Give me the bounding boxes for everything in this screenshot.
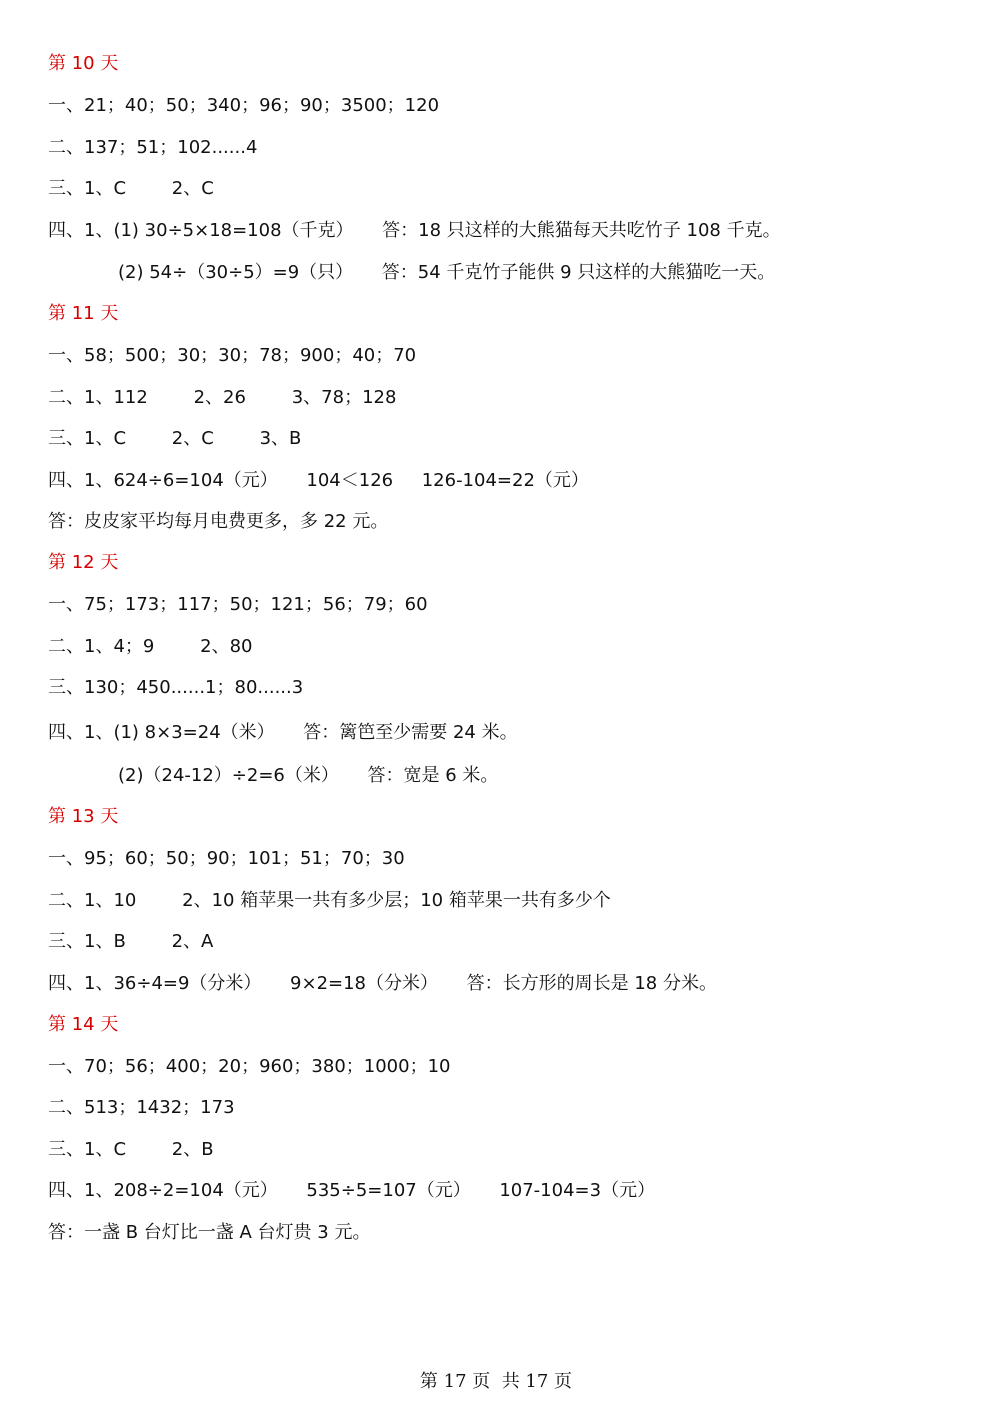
day-12-answer-3: 三、130；450......1；80......3: [48, 677, 304, 698]
day-14-answer-3: 三、1、C 2、B: [48, 1139, 214, 1160]
day-12-answer-2: 二、1、4；9 2、80: [48, 636, 253, 657]
day-10-answer-5: (2) 54÷（30÷5）=9（只） 答：54 千克竹子能供 9 只这样的大熊猫吃一天。: [118, 262, 776, 283]
day-10-answer-1: 一、21；40；50；340；96；90；3500；120: [48, 95, 440, 116]
day-13-answer-4: 四、1、36÷4=9（分米） 9×2=18（分米） 答：长方形的周长是 18 分米。: [48, 973, 717, 994]
day-14-answer-5: 答：一盏 B 台灯比一盏 A 台灯贵 3 元。: [48, 1222, 371, 1243]
day-14-answer-4: 四、1、208÷2=104（元） 535÷5=107（元） 107-104=3（元）: [48, 1180, 656, 1201]
day-14-answer-2: 二、513；1432；173: [48, 1097, 235, 1118]
day-10-answer-4: 四、1、(1) 30÷5×18=108（千克） 答：18 只这样的大熊猫每天共吃竹子 108 千克。: [48, 220, 781, 241]
day-13-answer-3: 三、1、B 2、A: [48, 931, 214, 952]
day-11-answer-1: 一、58；500；30；30；78；900；40；70: [48, 345, 417, 366]
day-12-title: 第 12 天: [48, 552, 119, 573]
page-number-footer: 第 17 页 共 17 页: [419, 1371, 573, 1392]
day-10-answer-3: 三、1、C 2、C: [48, 178, 214, 199]
day-11-answer-2: 二、1、112 2、26 3、78；128: [48, 387, 397, 408]
day-11-title: 第 11 天: [48, 303, 119, 324]
day-14-title: 第 14 天: [48, 1014, 119, 1035]
day-12-answer-1: 一、75；173；117；50；121；56；79；60: [48, 594, 428, 615]
day-10-answer-2: 二、137；51；102......4: [48, 137, 258, 158]
day-13-title: 第 13 天: [48, 806, 119, 827]
day-12-answer-5: (2)（24-12）÷2=6（米） 答：宽是 6 米。: [118, 765, 499, 786]
day-12-answer-4: 四、1、(1) 8×3=24（米） 答：篱笆至少需要 24 米。: [48, 722, 518, 743]
day-13-answer-2: 二、1、10 2、10 箱苹果一共有多少层；10 箱苹果一共有多少个: [48, 890, 611, 911]
day-14-answer-1: 一、70；56；400；20；960；380；1000；10: [48, 1056, 451, 1077]
day-11-answer-3: 三、1、C 2、C 3、B: [48, 428, 302, 449]
day-11-answer-5: 答：皮皮家平均每月电费更多，多 22 元。: [48, 511, 389, 532]
day-11-answer-4: 四、1、624÷6=104（元） 104＜126 126-104=22（元）: [48, 470, 589, 491]
day-13-answer-1: 一、95；60；50；90；101；51；70；30: [48, 848, 405, 869]
day-10-title: 第 10 天: [48, 53, 119, 74]
